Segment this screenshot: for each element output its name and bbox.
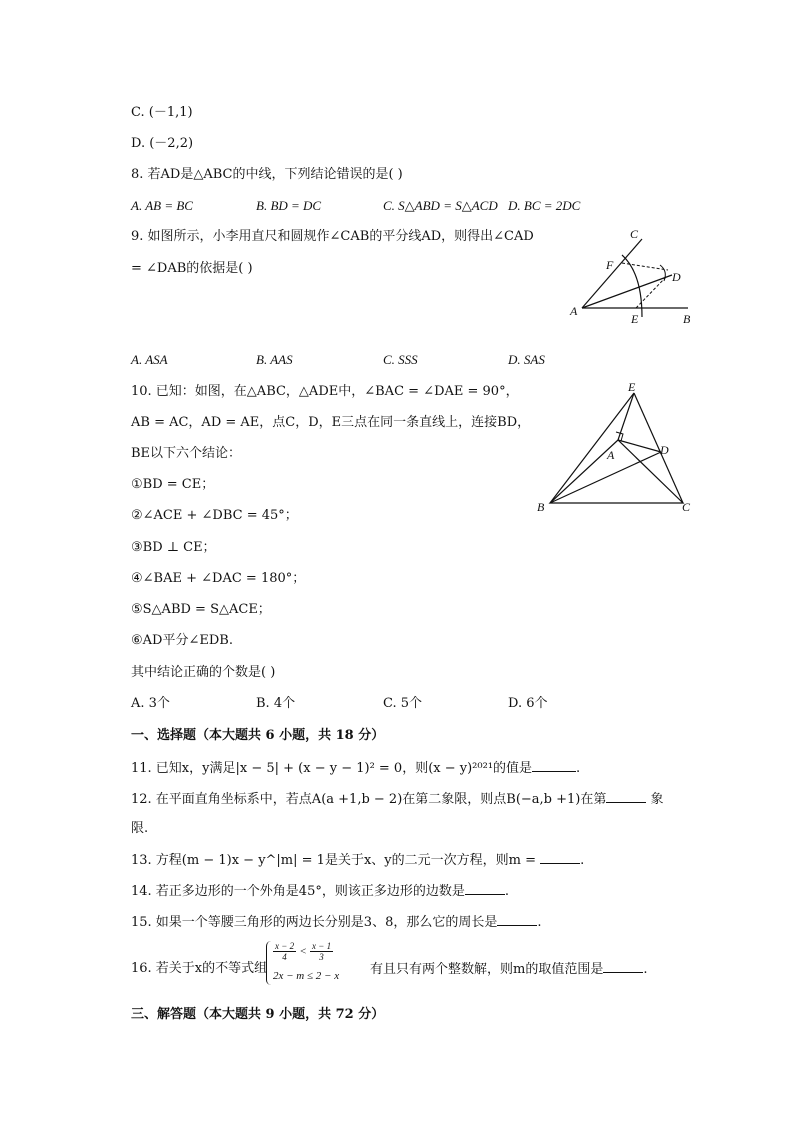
q16-system-brace <box>266 941 271 985</box>
q13-period: . <box>580 853 585 868</box>
q11-answer-blank <box>532 759 576 772</box>
q15-period: . <box>537 915 542 930</box>
q10-option-d: D. 6个 <box>508 696 548 711</box>
q10-option-b: B. 4个 <box>256 696 296 711</box>
q10-line-bd <box>550 452 661 503</box>
q12-answer-blank <box>606 790 646 803</box>
q12-line2: 限. <box>131 821 149 836</box>
q9-label-b: B <box>683 312 691 326</box>
q16-fraction-right <box>310 941 333 962</box>
q10-option-a: A. 3个 <box>131 696 170 711</box>
q16-less-than: < <box>299 945 307 958</box>
q16-fraction-left <box>273 941 296 962</box>
q10-line-ec <box>634 393 683 503</box>
q9-label-c: C <box>630 227 639 241</box>
q14-answer-blank <box>465 882 505 895</box>
q10-option-c: C. 5个 <box>383 696 423 711</box>
q13-answer-blank <box>540 851 580 864</box>
q16-period: . <box>643 962 648 977</box>
q9-stem-line2: = ∠DAB的依据是( ) <box>131 261 253 276</box>
q12 <box>131 790 664 809</box>
q9-label-a: A <box>570 304 578 318</box>
q10-label-b: B <box>537 500 545 514</box>
q8-stem: 8. 若AD是△ABC的中线，下列结论错误的是( ) <box>131 167 403 182</box>
q14-text: 14. 若正多边形的一个外角是45°，则该正多边形的边数是 <box>131 884 465 899</box>
q10-stem-line1: 10. 已知：如图，在△ABC，△ADE中，∠BAC = ∠DAE = 90°， <box>131 384 519 399</box>
q11-text: 11. 已知x，y满足|x − 5| + (x − y − 1)² = 0，则(x − y)²⁰²¹的值是 <box>131 761 533 776</box>
q8-option-a: A. AB = BC <box>131 198 193 213</box>
q15 <box>131 913 542 932</box>
q10-conclusion-4: ④∠BAE + ∠DAC = 180°； <box>131 571 306 586</box>
q16-tail <box>370 960 647 979</box>
q16-mid-text: 有且只有两个整数解，则m的取值范围是 <box>370 962 604 977</box>
q9-option-b: B. AAS <box>256 352 293 367</box>
q10-stem-line3: BE以下六个结论： <box>131 446 242 461</box>
q10-line-be <box>550 393 634 503</box>
q12-text: 12. 在平面直角坐标系中，若点A(a +1,b − 2)在第二象限，则点B(−a,b +1)在第 <box>131 792 607 807</box>
section-heading-solutions: 三、解答题（本大题共 9 小题，共 72 分） <box>131 1007 385 1022</box>
q16-frac-left-num: x − 2 <box>275 941 295 951</box>
q9-label-f: F <box>606 258 614 272</box>
q9-option-a: A. ASA <box>131 352 168 367</box>
q9-label-d: D <box>672 270 681 284</box>
q10-label-a: A <box>607 448 615 462</box>
q14 <box>131 882 509 901</box>
q7-option-d: D. (－2,2) <box>131 136 194 151</box>
q7-option-c: C. (－1,1) <box>131 105 193 120</box>
q13 <box>131 851 584 870</box>
q10-stem-line2: AB = AC，AD = AE，点C，D，E三点在同一条直线上，连接BD， <box>131 415 531 430</box>
q15-text: 15. 如果一个等腰三角形的两边长分别是3、8，那么它的周长是 <box>131 915 498 930</box>
q10-conclusion-6: ⑥AD平分∠EDB. <box>131 633 233 648</box>
q10-conclusion-1: ①BD = CE； <box>131 477 215 492</box>
q8-option-b: B. BD = DC <box>256 198 322 213</box>
q9-figure <box>560 225 710 330</box>
q16-answer-blank <box>603 960 643 973</box>
q10-ask: 其中结论正确的个数是( ) <box>131 665 276 680</box>
q10-label-d: D <box>660 443 669 457</box>
q10-conclusion-5: ⑤S△ABD = S△ACE； <box>131 602 271 617</box>
q14-period: . <box>504 884 509 899</box>
q9-label-e: E <box>631 312 639 326</box>
q9-ray-ad <box>582 275 672 308</box>
q10-label-c: C <box>682 500 691 514</box>
q9-ray-ac <box>582 239 642 308</box>
q16-frac-right-den: 3 <box>319 952 324 962</box>
q11-period: . <box>576 761 581 776</box>
q10-figure <box>530 375 705 520</box>
q16-frac-right-num: x − 1 <box>312 941 332 951</box>
q16-inequality-2: 2x − m ≤ 2 − x <box>273 970 340 982</box>
q10-conclusion-2: ②∠ACE + ∠DBC = 45°； <box>131 508 298 523</box>
q11 <box>131 759 580 778</box>
q10-conclusion-3: ③BD ⊥ CE； <box>131 540 216 555</box>
q12-tail: 象 <box>646 792 664 807</box>
section-heading-fill-in: 一、选择题（本大题共 6 小题，共 18 分） <box>131 728 385 743</box>
q16-inequality-1 <box>273 941 333 962</box>
q16-text: 16. 若关于x的不等式组 <box>131 961 268 976</box>
q9-stem-line1: 9. 如图所示，小李用直尺和圆规作∠CAB的平分线AD，则得出∠CAD <box>131 229 534 244</box>
q9-option-c: C. SSS <box>383 352 418 367</box>
q8-option-c: C. S△ABD = S△ACD <box>383 198 498 213</box>
q15-answer-blank <box>497 913 537 926</box>
q13-text: 13. 方程(m − 1)x − y^|m| = 1是关于x、y的二元一次方程，则m = <box>131 853 536 868</box>
q10-label-e: E <box>628 380 636 394</box>
q9-option-d: D. SAS <box>508 352 545 367</box>
q8-option-d: D. BC = 2DC <box>508 198 581 213</box>
q16-frac-left-den: 4 <box>282 952 287 962</box>
